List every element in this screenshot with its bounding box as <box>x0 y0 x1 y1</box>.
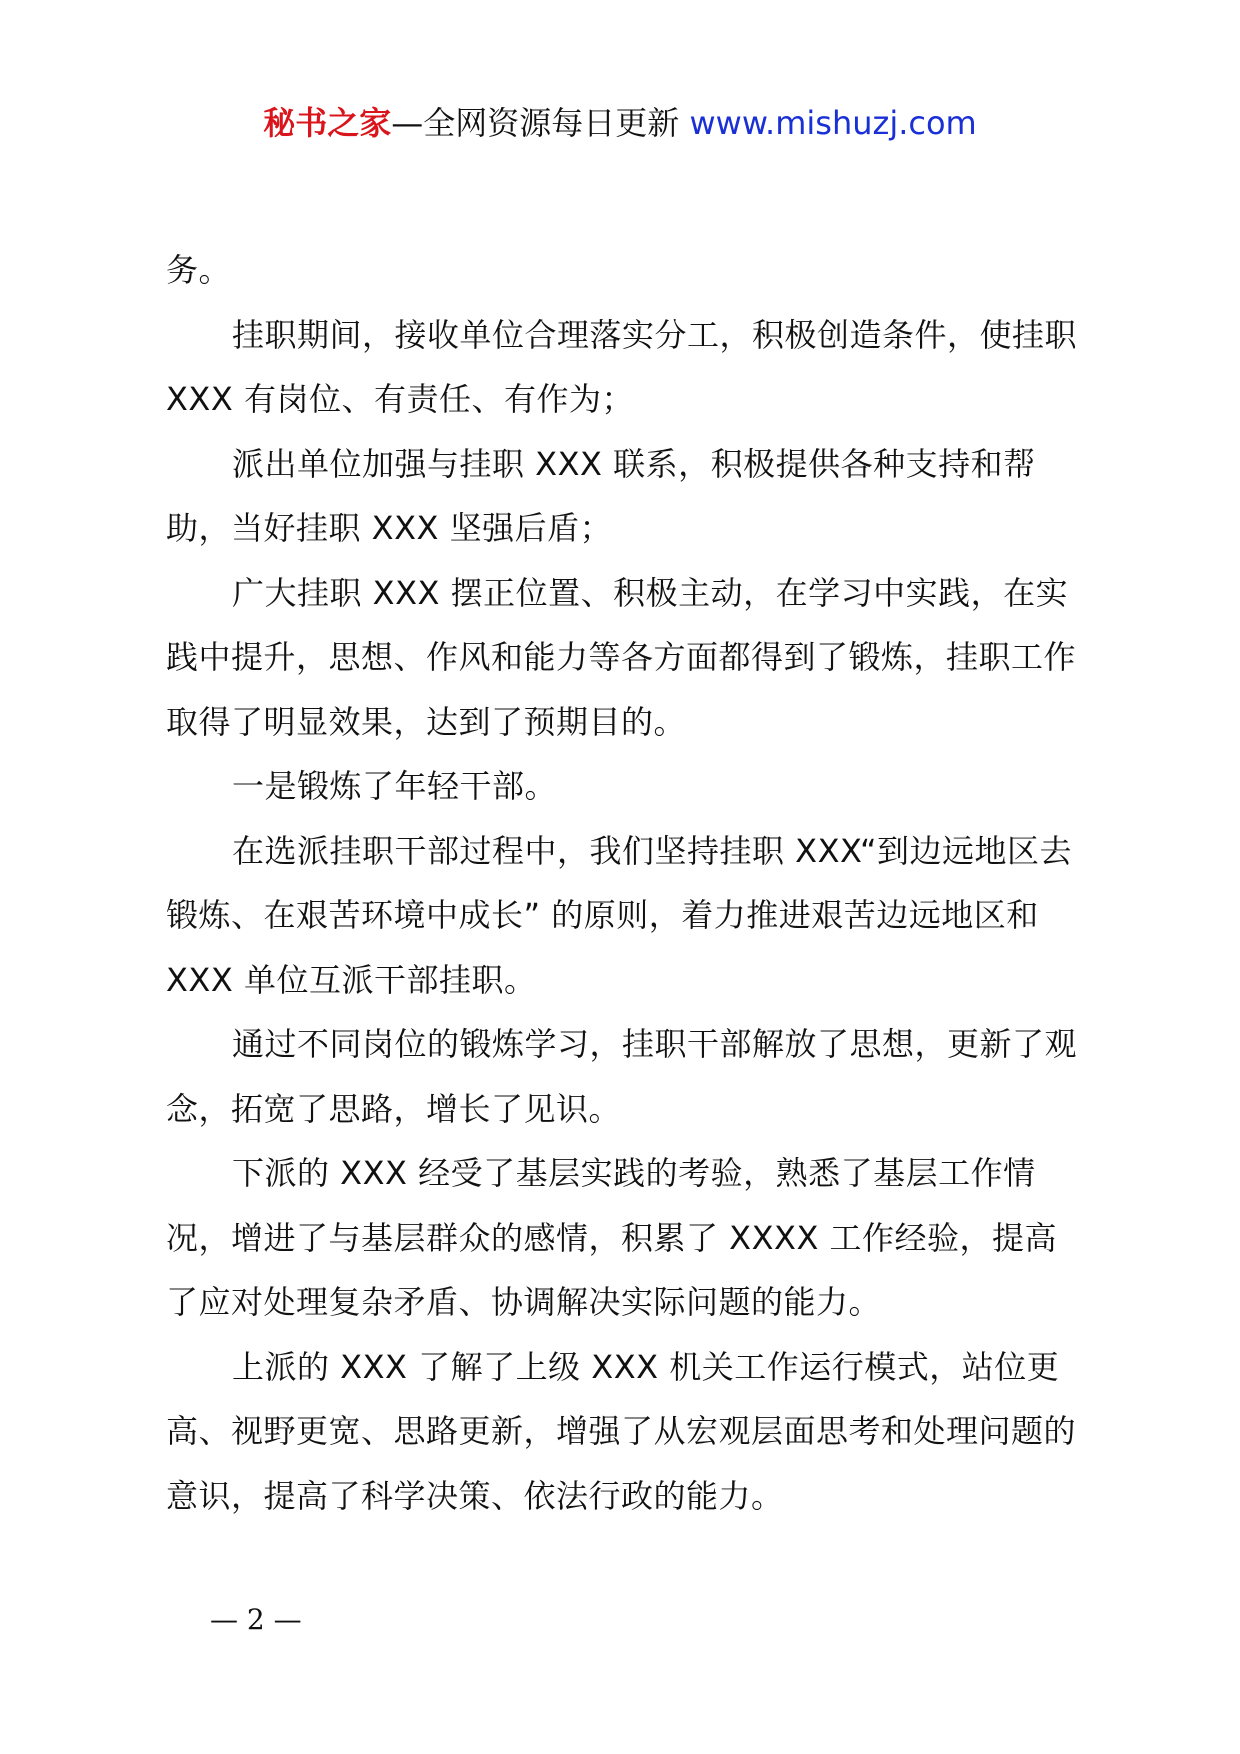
header-tagline: —全网资源每日更新 <box>391 104 690 142</box>
page-number: — 2 — <box>210 1603 302 1636</box>
header-brand: 秘书之家 <box>263 104 392 142</box>
paragraph: 下派的 XXX 经受了基层实践的考验，熟悉了基层工作情况，增进了与基层群众的感情，积累了 XXXX 工作经验，提高了应对处理复杂矛盾、协调解决实际问题的能力。 <box>166 1154 1058 1321</box>
section-heading: 一是锻炼了年轻干部。 <box>232 767 558 805</box>
paragraph: 上派的 XXX 了解了上级 XXX 机关工作运行模式，站位更高、视野更宽、思路更新，增强了从宏观层面思考和处理问题的意识，提高了科学决策、依法行政的能力。 <box>166 1347 1077 1515</box>
header-url-link[interactable]: www.mishuzj.com <box>689 104 977 142</box>
paragraph: 挂职期间，接收单位合理落实分工，积极创造条件，使挂职 XXX 有岗位、有责任、有作为； <box>166 315 1078 418</box>
paragraph: 在选派挂职干部过程中，我们坚持挂职 XXX“到边远地区去锻炼、在艰苦环境中成长” 的原则，着力推进艰苦边远地区和 XXX 单位互派干部挂职。 <box>166 831 1073 999</box>
site-header <box>0 100 1240 146</box>
paragraph-continuation: 务。 <box>166 251 232 289</box>
paragraph: 通过不同岗位的锻炼学习，挂职干部解放了思想，更新了观念，拓宽了思路，增长了见识。 <box>166 1025 1078 1128</box>
paragraph: 派出单位加强与挂职 XXX 联系，积极提供各种支持和帮助，当好挂职 XXX 坚强后盾； <box>166 444 1036 547</box>
document-body <box>166 238 1088 1528</box>
paragraph: 广大挂职 XXX 摆正位置、积极主动，在学习中实践，在实践中提升，思想、作风和能力等各方面都得到了锻炼，挂职工作取得了明显效果，达到了预期目的。 <box>166 573 1077 741</box>
